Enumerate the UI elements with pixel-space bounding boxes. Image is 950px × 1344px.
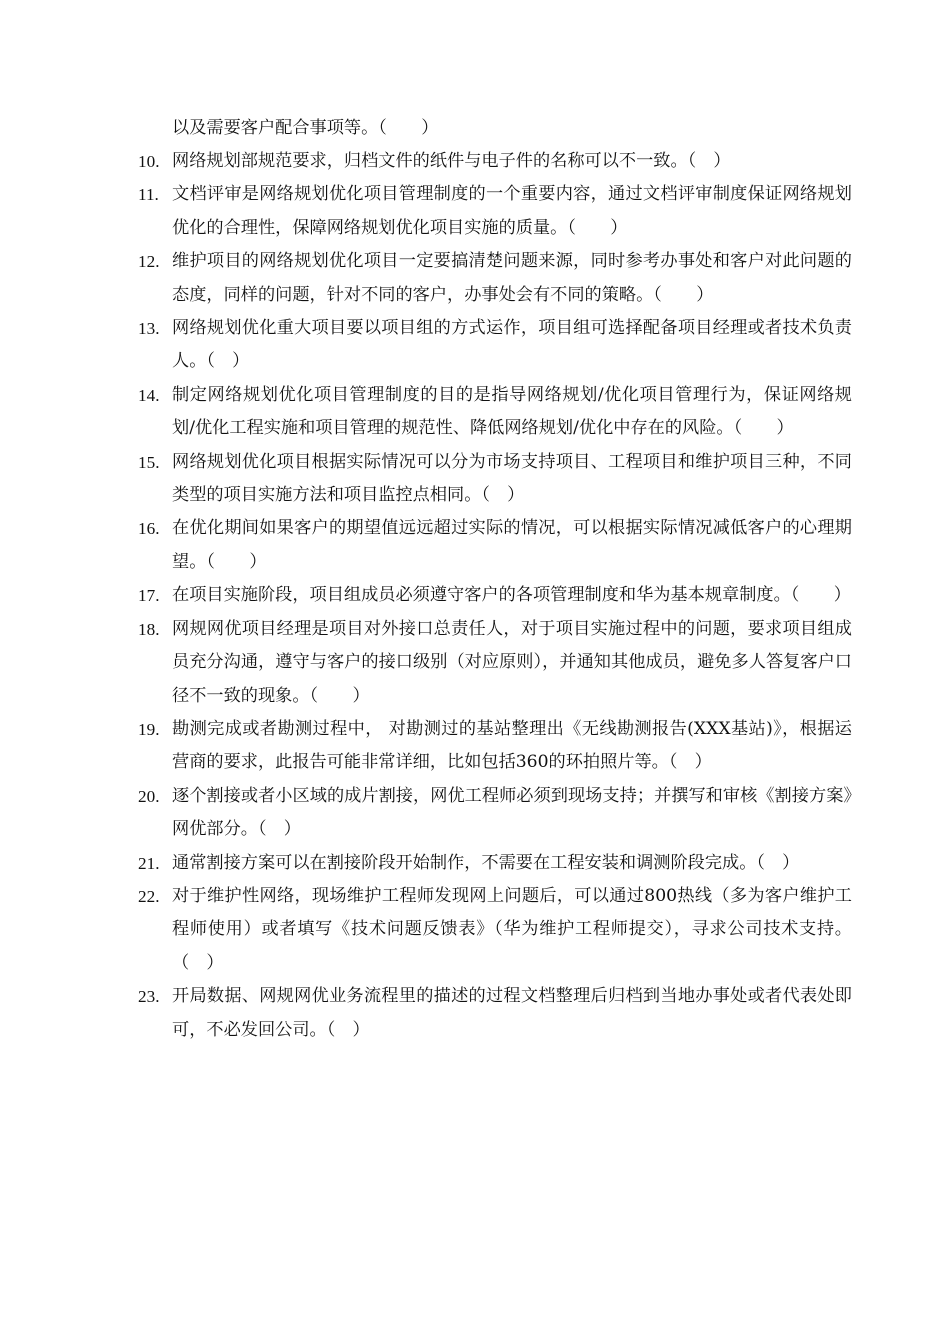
question-item [0,579,852,612]
question-number: 20. [138,786,160,806]
question-item [0,379,852,446]
question-text: 制定网络规划优化项目管理制度的目的是指导网络规划/优化项目管理行为，保证网络规划/优化工程实施和项目管理的规范性、降低网络规划/优化中存在的风险。（ ） [172,384,852,439]
question-item [0,847,852,880]
question-number: 15. [138,452,160,472]
question-text: 网络规划部规范要求，归档文件的纸件与电子件的名称可以不一致。（ ） [172,151,731,171]
question-text: 开局数据、网规网优业务流程里的描述的过程文档整理后归档到当地办事处或者代表处即可，不必发回公司。（ ） [172,986,852,1040]
question-number: 13. [138,319,160,339]
question-text: 网络规划优化重大项目要以项目组的方式运作，项目组可选择配备项目经理或者技术负责人。（ ） [172,318,852,372]
question-number: 22. [138,886,160,906]
question-number: 10. [138,152,160,171]
question-item [0,880,852,980]
question-number: 23. [138,987,160,1007]
question-number: 14. [138,385,160,405]
question-number: 19. [138,719,160,739]
question-list [0,145,950,1047]
continuation-line: 以及需要客户配合事项等。（ ） [172,118,439,138]
question-item [0,780,852,847]
question-text: 逐个割接或者小区域的成片割接，网优工程师必须到现场支持；并撰写和审核《割接方案》网优部分。（ ） [172,785,852,840]
question-number: 21. [138,853,160,873]
question-text: 在优化期间如果客户的期望值远远超过实际的情况，可以根据实际情况减低客户的心理期望。（ ） [172,518,852,572]
question-text: 通常割接方案可以在割接阶段开始制作，不需要在工程安装和调测阶段完成。（ ） [172,852,800,873]
question-item [0,512,852,579]
question-text: 文档评审是网络规划优化项目管理制度的一个重要内容，通过文档评审制度保证网络规划优化的合理性，保障网络规划优化项目实施的质量。（ ） [172,184,852,238]
question-item [0,312,852,379]
question-item [0,613,852,713]
question-item [0,446,852,513]
question-item [0,178,852,245]
question-text: 网规网优项目经理是项目对外接口总责任人，对于项目实施过程中的问题，要求项目组成员充分沟通，遵守与客户的接口级别（对应原则），并通知其他成员，避免多人答复客户口径不一致的现象。（ ） [172,618,852,706]
question-number: 16. [138,519,160,539]
question-text: 网络规划优化项目根据实际情况可以分为市场支持项目、工程项目和维护项目三种，不同类型的项目实施方法和项目监控点相同。（ ） [172,451,852,506]
question-text: 在项目实施阶段，项目组成员必须遵守客户的各项管理制度和华为基本规章制度。（ ） [172,585,851,606]
question-item [0,713,852,780]
question-item [0,145,852,178]
question-number: 17. [138,586,160,606]
question-item [0,245,852,312]
question-text: 对于维护性网络，现场维护工程师发现网上问题后，可以通过800热线（多为客户维护工程师使用）或者填写《技术问题反馈表》（华为维护工程师提交），寻求公司技术支持。（ ） [172,885,852,973]
question-text: 勘测完成或者勘测过程中， 对勘测过的基站整理出《无线勘测报告(XXX基站)》，根据运营商的要求，此报告可能非常详细，比如包括360的环拍照片等。（ ） [172,718,852,773]
question-item [0,980,852,1047]
question-number: 12. [138,252,160,272]
question-number: 11. [138,185,159,205]
question-text: 维护项目的网络规划优化项目一定要搞清楚问题来源，同时参考办事处和客户对此问题的态度，同样的问题，针对不同的客户，办事处会有不同的策略。（ ） [172,251,852,305]
question-number: 18. [138,619,160,639]
